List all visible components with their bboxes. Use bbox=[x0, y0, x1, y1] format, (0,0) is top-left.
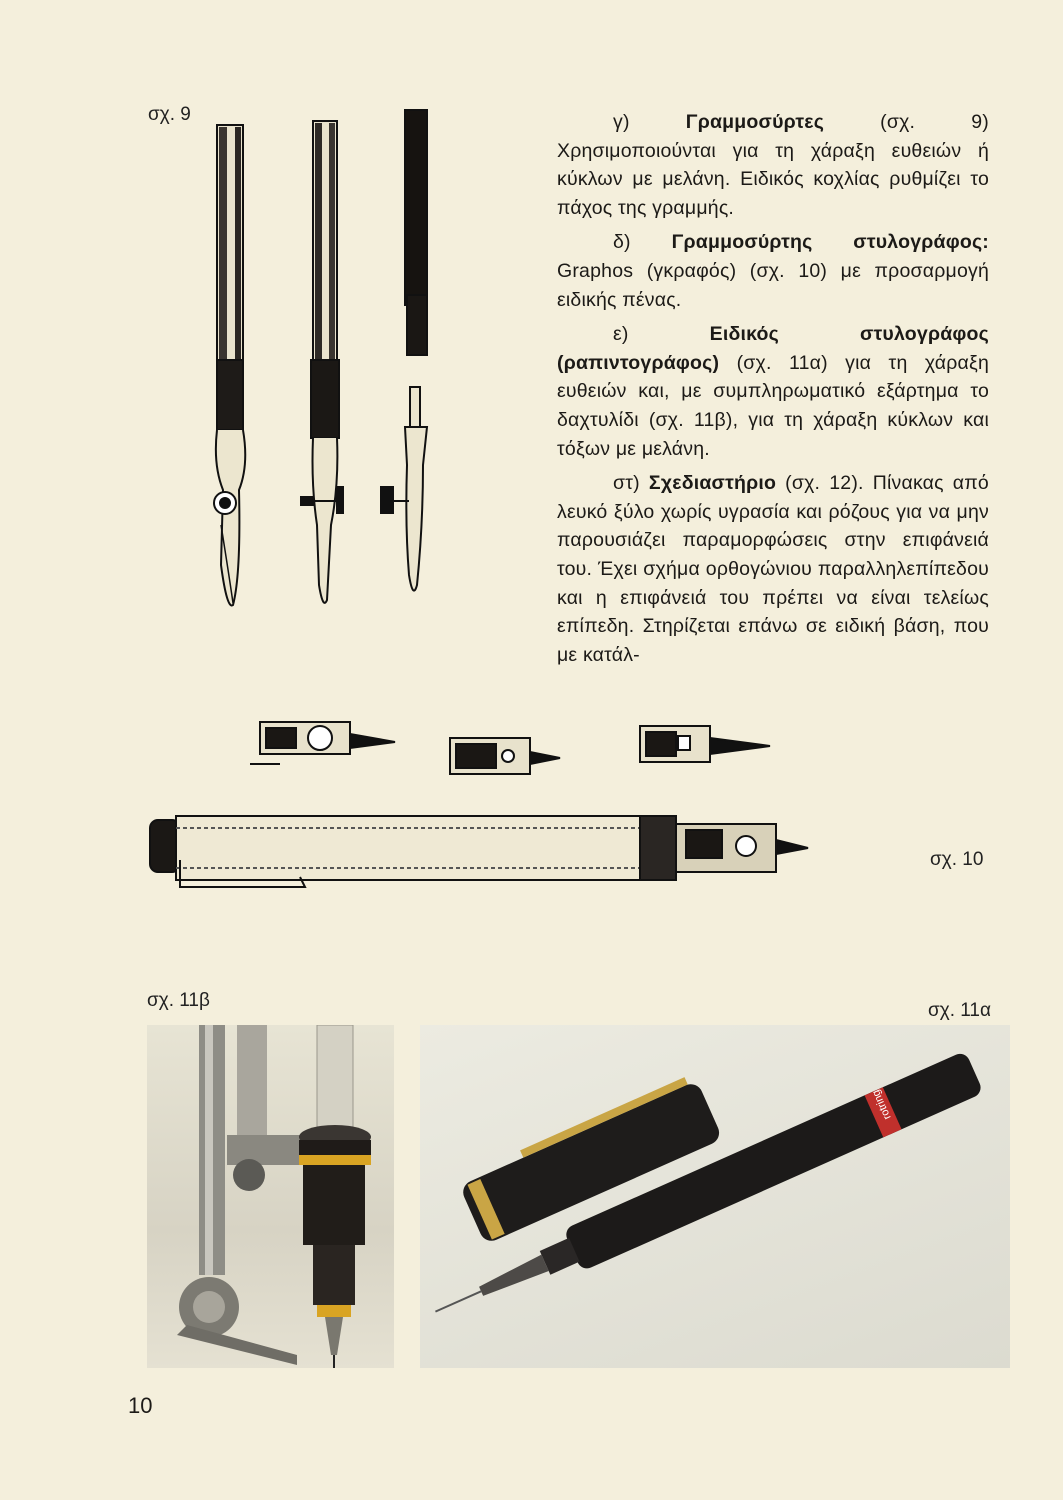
term-grammosyrtes: Γραμμοσύρτες bbox=[685, 111, 825, 133]
fig11b-caption: σχ. 11β bbox=[147, 990, 210, 1011]
section-epsilon: ε) Ειδικός στυλογράφος (ραπιντογράφος) (σχ. 11α) για τη χάραξη ευθειών και, με συμπληρωματικό εξάρτημα το δαχτυλίδι (σχ. 11β), για τη χάραξη κύκλων και τόξων με μελάνη. bbox=[557, 323, 990, 460]
graphos-nib-2 bbox=[450, 738, 560, 774]
section-st: στ) Σχεδιαστήριο (σχ. 12). Πίνακας από λευκό ξύλο χωρίς υγρασία και ρόζους για να μην παρουσιάζει παραμορφώσεις στην επιφάνειά του. Έχει σχήμα ορθογώνιου παραλληλεπίπεδου και η επιφάνειά του πρέπει να είναι τελείως επίπεδη. Στηρίζεται επάνω σε ειδική βάση, που με κατάλ- bbox=[557, 472, 989, 666]
term-schediastirio: Σχεδιαστήριο bbox=[648, 472, 777, 495]
rotring-logo: rotring bbox=[869, 1087, 894, 1122]
section-delta: δ) Γραμμοσύρτης στυλογράφος: Graphos (γκραφός) (σχ. 10) με προσαρμογή ειδικής πένας. bbox=[557, 231, 990, 311]
technical-pen-image bbox=[420, 1025, 1010, 1368]
ruling-pen-2 bbox=[301, 121, 343, 603]
graphos-pen-body bbox=[150, 816, 808, 887]
ruling-pen-1 bbox=[214, 125, 245, 606]
section-gamma: γ) Γραμμοσύρτες (σχ. 9) Χρησιμοποιούνται για τη χάραξη ευθειών ή κύκλων με μελάνη. Ειδικός κοχλίας ρυθμίζει το πάχος της γραμμής. bbox=[557, 111, 990, 219]
page-number: 10 bbox=[128, 1393, 153, 1418]
ruling-pen-3 bbox=[381, 110, 427, 591]
body-text-column bbox=[557, 108, 989, 669]
fig11a-technical-pen-photo bbox=[420, 1025, 1010, 1368]
compass-with-ring-image bbox=[147, 1025, 394, 1368]
fig9-caption: σχ. 9 bbox=[148, 104, 191, 125]
fig11a-caption: σχ. 11α bbox=[928, 1000, 991, 1021]
fig11b-compass-ring-photo bbox=[147, 1025, 394, 1368]
fig10-caption: σχ. 10 bbox=[930, 849, 984, 870]
term-grammosyrtis-stylografos: Γραμμοσύρτης στυλογράφος: bbox=[671, 231, 990, 254]
fig9-ruling-pens-illustration bbox=[195, 105, 455, 615]
term-eidikos-stylografos: Ειδικός στυλογράφος (ραπιντογράφος) bbox=[557, 323, 989, 374]
fig10-graphos-illustration bbox=[140, 712, 810, 897]
graphos-nib-1 bbox=[250, 722, 395, 764]
graphos-nib-3 bbox=[640, 726, 770, 762]
